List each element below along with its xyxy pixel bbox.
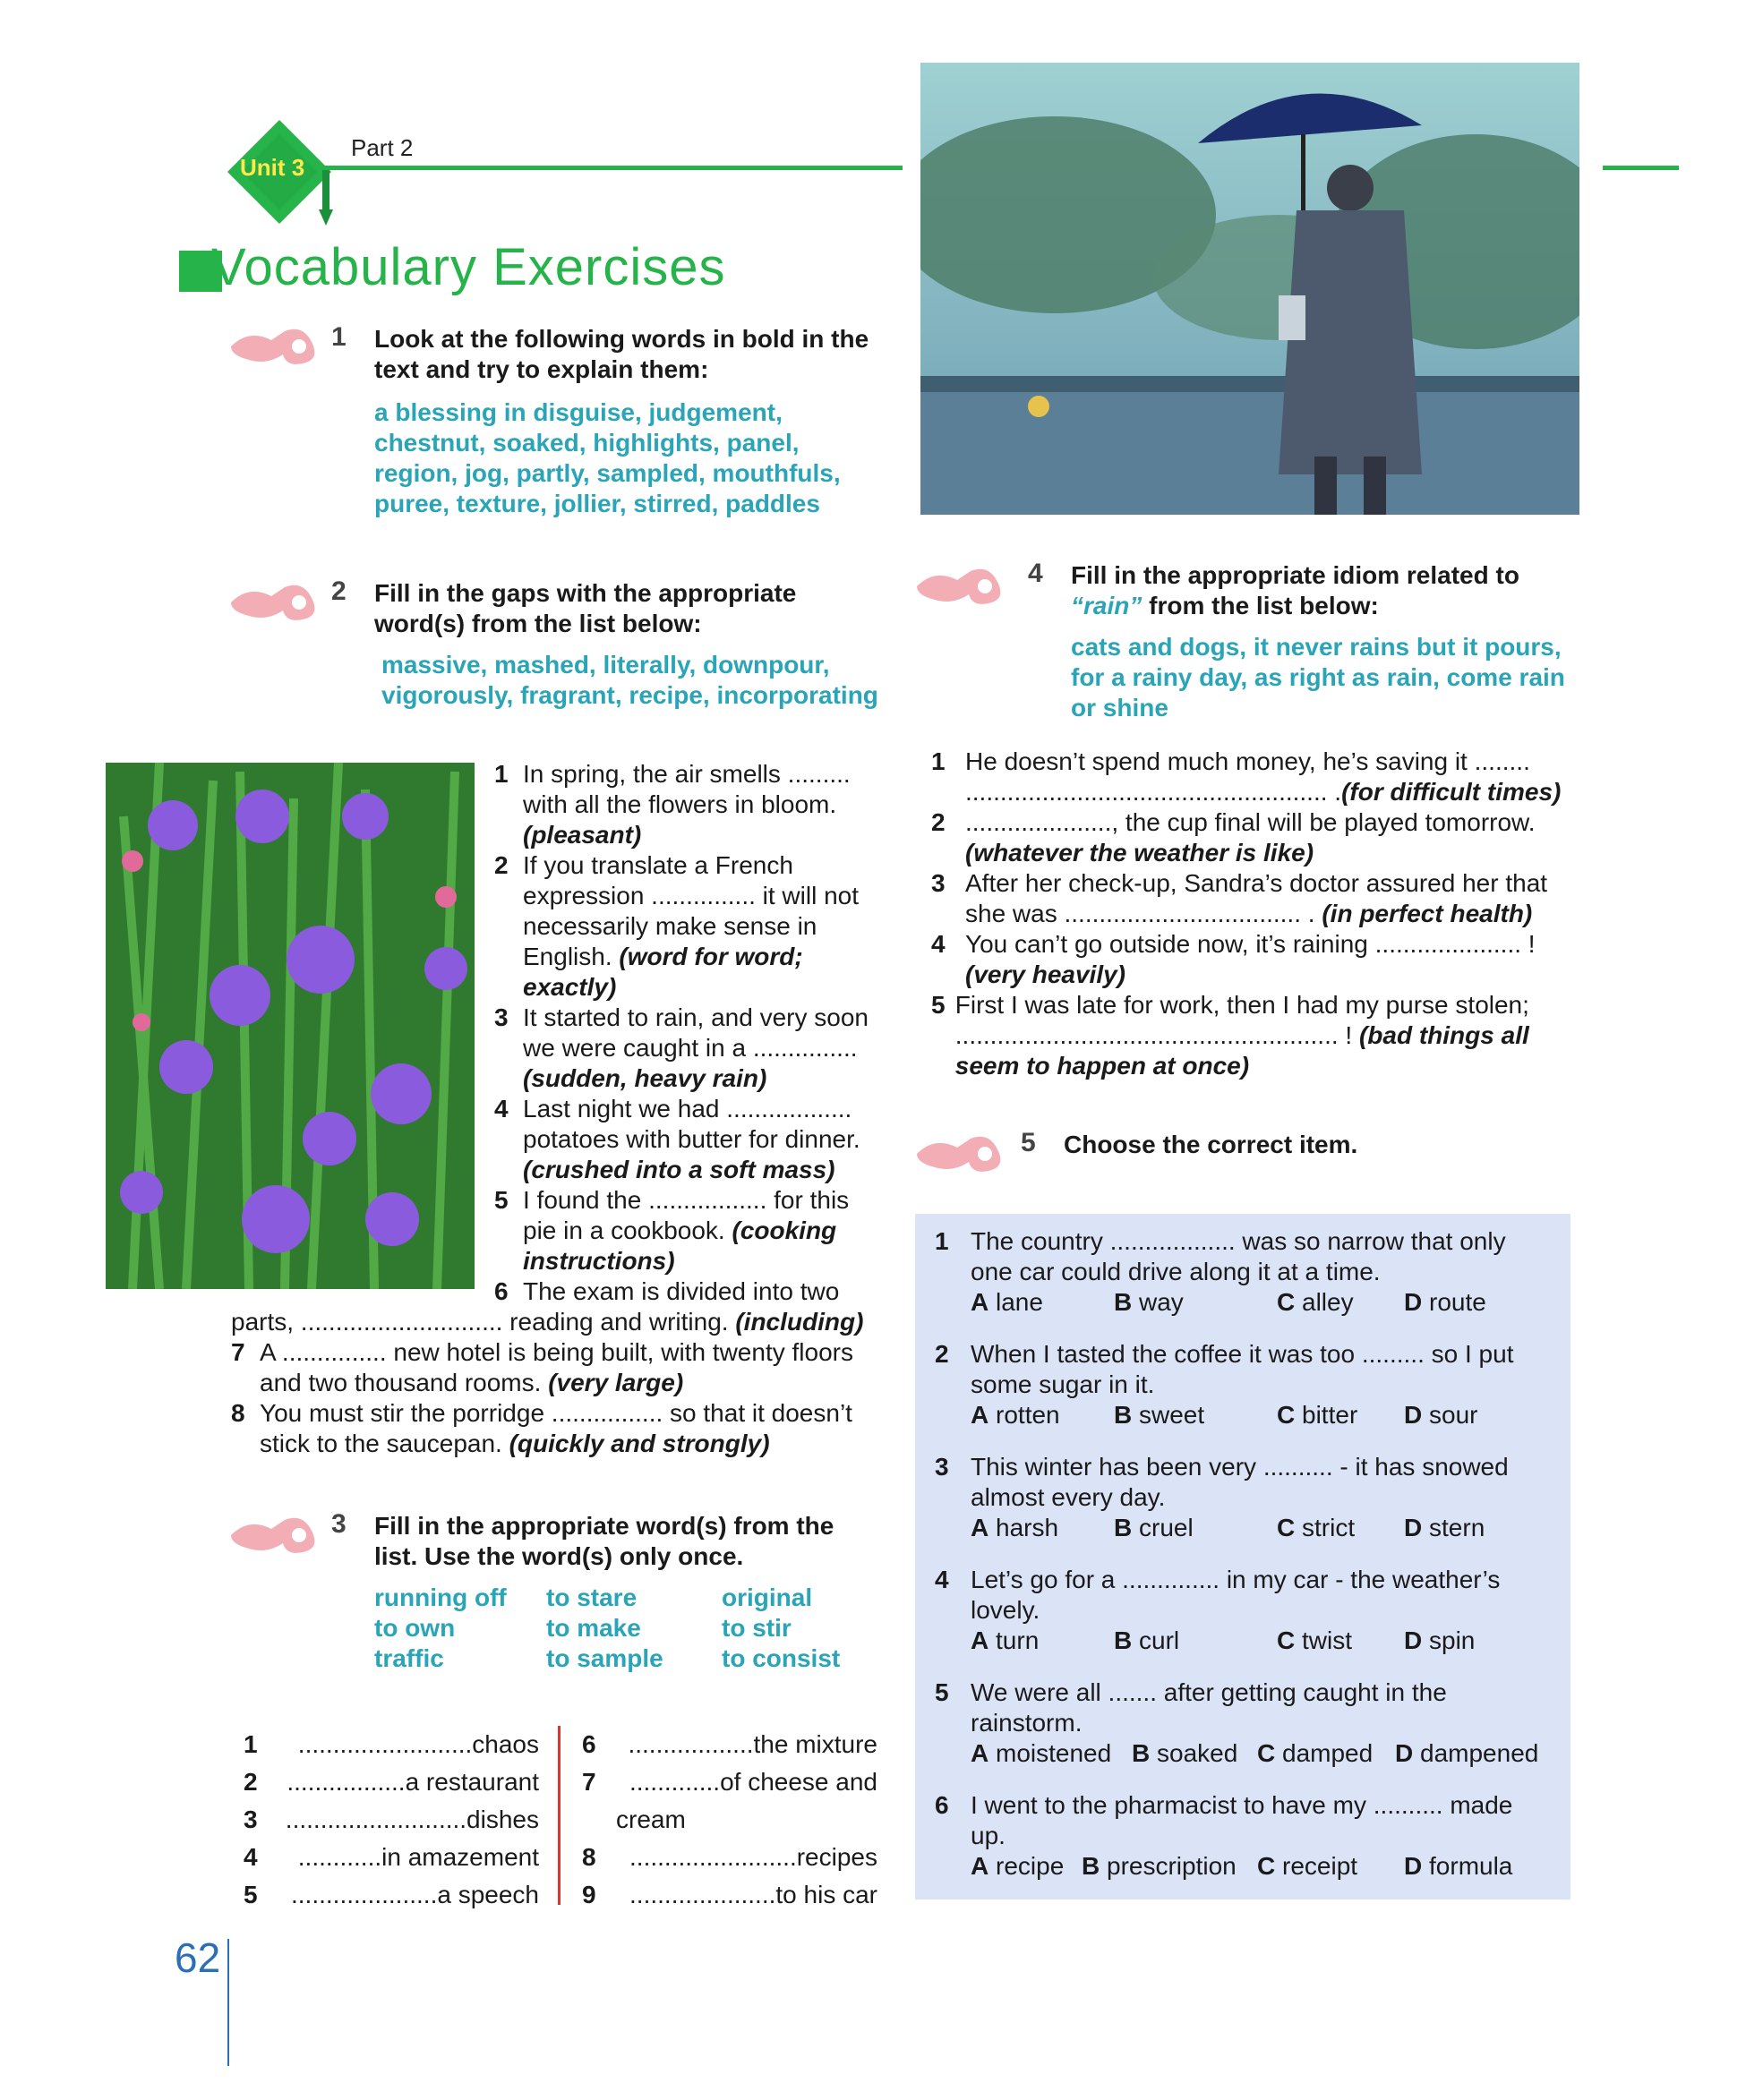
exercise-2-instruction: Fill in the gaps with the appropriate word(s) from the list below: bbox=[374, 579, 797, 637]
exercise-5-items bbox=[935, 1226, 1557, 1882]
exercise-2-item: 7 A ............... new hotel is being built, with twenty floors and two thousand rooms. (very large) bbox=[231, 1338, 853, 1396]
section-marker-icon bbox=[231, 1513, 329, 1558]
exercise-5-number: 5 bbox=[1021, 1128, 1036, 1157]
exercise-2-item: 4 Last night we had .................. potatoes with butter for dinner. (crushed into a soft mass) bbox=[494, 1095, 860, 1183]
exercise-1-word-list: a blessing in disguise, judgement, chestnut, soaked, highlights, panel, region, jog, partly, sampled, mouthfuls, puree, texture, jollier, stirred, paddles bbox=[374, 398, 841, 517]
exercise-3-left-column: 1 .........................chaos 2 .................a restaurant 3 ..........................dishes 4 ............in amazement 5 .....................a speech bbox=[244, 1730, 539, 1908]
exercise-4-instruction: Fill in the appropriate idiom related to “rain” from the list below: bbox=[1071, 561, 1519, 619]
exercise-2-item: 6 The exam is divided into two bbox=[494, 1277, 840, 1305]
column-divider bbox=[558, 1726, 561, 1905]
exercise-4-items: 1 He doesn’t spend much money, he’s saving it ........ .................................................... .(for difficult times) 2 ....................., the cup final will be played tomorrow. (whatever the weather is like) 3 After her check-up, Sandra’s doctor assured her that she was .................................. . (in perfect health) 4 You can’t go outside now, it’s raining ..................... ! (very heavily) 5 First I was late for work, then I had my purse stolen; ....................................................... ! (bad things all seem to happen at once) bbox=[931, 747, 1562, 1080]
exercise-2-item: 2 If you translate a French expression ............... it will not necessarily make sense in English. (word for word; exactly) bbox=[494, 851, 860, 1001]
exercise-1-instruction: Look at the following words in bold in the text and try to explain them: bbox=[374, 325, 869, 383]
exercise-5-item: 1 The country .................. was so narrow that only one car could drive along it at a time. A lane B way C alley D route bbox=[935, 1227, 1506, 1316]
exercise-3-word-list: running off to stare original to own to make to stir traffic to sample to consist bbox=[374, 1584, 841, 1672]
exercise-5-instruction: Choose the correct item. bbox=[1064, 1131, 1358, 1158]
exercise-5-item: 6 I went to the pharmacist to have my .......... made up. A recipe B prescription C receipt D formula bbox=[935, 1791, 1513, 1880]
exercise-4-number: 4 bbox=[1028, 559, 1043, 588]
exercise-3-number: 3 bbox=[331, 1509, 347, 1539]
section-marker-icon bbox=[231, 324, 329, 369]
exercise-2-item: 5 I found the ................. for this pie in a cookbook. (cooking instructions) bbox=[494, 1186, 850, 1275]
section-marker-icon bbox=[917, 564, 1015, 609]
header-rule-right bbox=[1603, 166, 1679, 170]
exercise-2-item: 3 It started to rain, and very soon we were caught in a ............... (sudden, heavy rain) bbox=[494, 1003, 869, 1092]
exercise-2-item-continued: parts, ............................. reading and writing. (including) bbox=[231, 1308, 864, 1336]
exercise-2-item: 8 You must stir the porridge ................ so that it doesn’t stick to the saucepan. (quickly and strongly) bbox=[231, 1399, 852, 1457]
exercise-3-instruction: Fill in the appropriate word(s) from the list. Use the word(s) only once. bbox=[374, 1512, 834, 1570]
exercise-2-item: 1 In spring, the air smells ......... with all the flowers in bloom. (pleasant) bbox=[494, 760, 851, 849]
exercise-4-word-list: cats and dogs, it never rains but it pours, for a rainy day, as right as rain, come rain or shine bbox=[1071, 633, 1565, 721]
page-number: 62 bbox=[175, 1934, 221, 1981]
unit-label: Unit 3 bbox=[240, 154, 305, 181]
exercise-3-right-column: 6 ..................the mixture 7 .............of cheese and cream 8 ........................recipes 9 .....................to his car bbox=[582, 1730, 877, 1908]
photo-man-with-umbrella bbox=[920, 63, 1579, 515]
exercise-2-word-list: massive, mashed, literally, downpour, vigorously, fragrant, recipe, incorporating bbox=[381, 651, 878, 709]
exercise-5-item: 3 This winter has been very .......... - it has snowed almost every day. A harsh B cruel C strict D stern bbox=[935, 1453, 1509, 1541]
exercise-5-item: 4 Let’s go for a .............. in my car - the weather’s lovely. A turn B curl C twist D spin bbox=[935, 1566, 1501, 1654]
section-marker-icon bbox=[231, 580, 329, 625]
header-rule-left bbox=[313, 166, 903, 170]
exercise-5-item: 2 When I tasted the coffee it was too ......... so I put some sugar in it. A rotten B sweet C bitter D sour bbox=[935, 1340, 1514, 1429]
part-label: Part 2 bbox=[351, 134, 414, 161]
page-number-rule bbox=[227, 1939, 229, 2066]
page-title: Vocabulary Exercises bbox=[211, 238, 726, 296]
section-marker-icon bbox=[917, 1131, 1015, 1176]
exercise-5-item: 5 We were all ....... after getting caught in the rainstorm. A moistened B soaked C damped D dampened bbox=[935, 1678, 1539, 1767]
exercise-1-number: 1 bbox=[331, 322, 347, 352]
photo-bellflowers bbox=[106, 763, 475, 1289]
exercise-2-number: 2 bbox=[331, 576, 347, 606]
